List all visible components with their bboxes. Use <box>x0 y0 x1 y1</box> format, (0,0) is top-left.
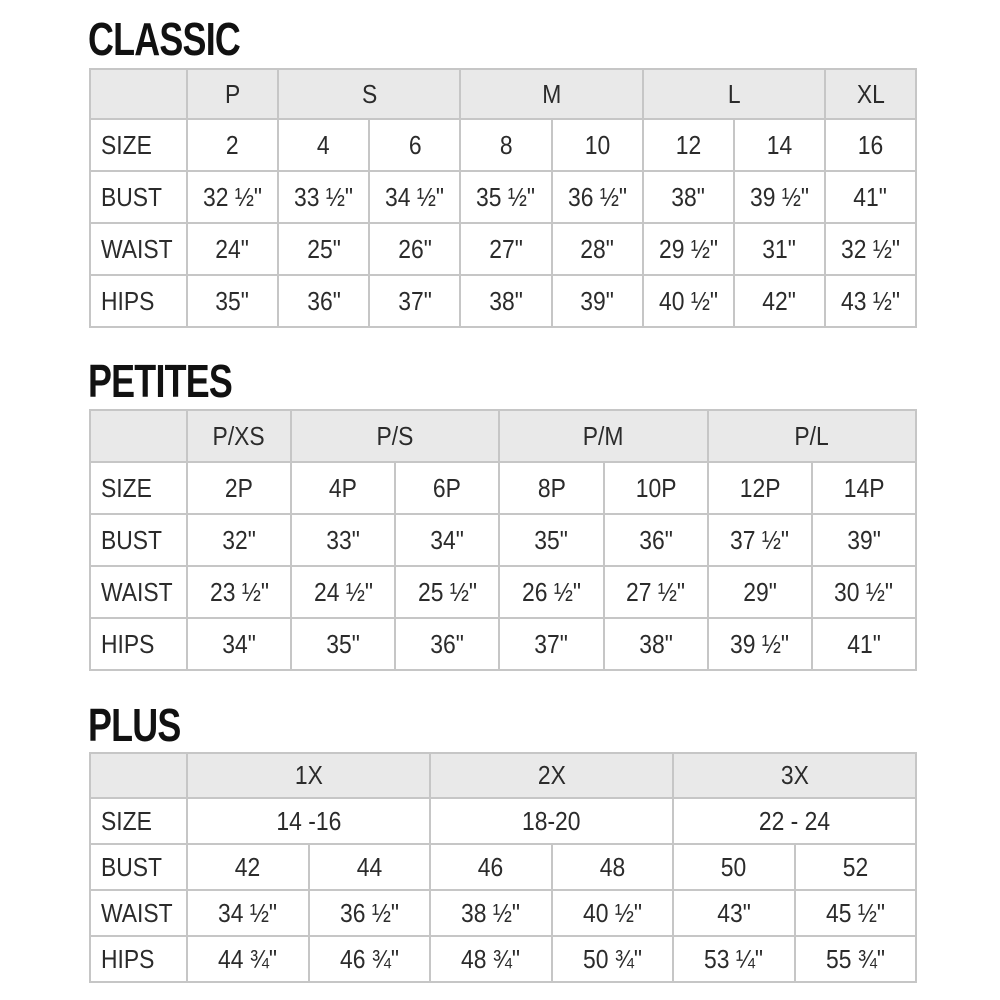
measurement-cell: 10P <box>604 462 708 514</box>
row-label: BUST <box>90 514 187 566</box>
size-group-header: P/M <box>499 410 707 462</box>
measurement-cell: 44 ¾" <box>187 936 309 982</box>
measurement-cell: 34 ½" <box>369 171 460 223</box>
measurement-cell: 46 ¾" <box>309 936 431 982</box>
table-row <box>90 171 916 223</box>
measurement-cell: 4P <box>291 462 395 514</box>
measurement-cell: 29" <box>708 566 812 618</box>
measurement-cell: 28" <box>552 223 643 275</box>
measurement-cell: 43" <box>673 890 795 936</box>
measurement-cell: 29 ½" <box>643 223 734 275</box>
measurement-cell: 48 <box>552 844 674 890</box>
row-label: SIZE <box>90 798 187 844</box>
size-group-header: P <box>187 69 278 119</box>
size-group-header: 1X <box>187 753 430 798</box>
measurement-cell: 35 ½" <box>460 171 551 223</box>
measurement-cell: 25 ½" <box>395 566 499 618</box>
measurement-cell: 4 <box>278 119 369 171</box>
measurement-cell: 44 <box>309 844 431 890</box>
size-group-header: M <box>460 69 642 119</box>
measurement-cell: 36 ½" <box>552 171 643 223</box>
size-group-header: S <box>278 69 460 119</box>
table-row <box>90 514 916 566</box>
row-label: WAIST <box>90 223 187 275</box>
measurement-cell: 55 ¾" <box>795 936 917 982</box>
measurement-cell: 12P <box>708 462 812 514</box>
table-row <box>90 566 916 618</box>
table-row <box>90 936 916 982</box>
size-group-header: P/XS <box>187 410 291 462</box>
section-title-classic: CLASSIC <box>88 13 241 65</box>
measurement-cell: 41" <box>812 618 916 670</box>
measurement-cell: 2P <box>187 462 291 514</box>
measurement-cell: 33 ½" <box>278 171 369 223</box>
measurement-cell: 36 ½" <box>309 890 431 936</box>
measurement-cell: 23 ½" <box>187 566 291 618</box>
table-row <box>90 844 916 890</box>
measurement-cell: 37 ½" <box>708 514 812 566</box>
measurement-cell: 34" <box>395 514 499 566</box>
measurement-cell: 32 ½" <box>187 171 278 223</box>
measurement-cell: 43 ½" <box>825 275 916 327</box>
measurement-cell: 14P <box>812 462 916 514</box>
measurement-cell: 35" <box>499 514 603 566</box>
measurement-cell: 26 ½" <box>499 566 603 618</box>
measurement-cell: 48 ¾" <box>430 936 552 982</box>
table-row <box>90 798 916 844</box>
size-group-header: P/L <box>708 410 916 462</box>
measurement-cell: 14 <box>734 119 825 171</box>
corner-cell <box>90 753 187 798</box>
row-label: WAIST <box>90 890 187 936</box>
section-title-plus: PLUS <box>88 699 181 751</box>
measurement-cell: 27 ½" <box>604 566 708 618</box>
measurement-cell: 38 ½" <box>430 890 552 936</box>
size-group-header-row <box>90 410 916 462</box>
measurement-cell: 10 <box>552 119 643 171</box>
measurement-cell: 40 ½" <box>552 890 674 936</box>
measurement-cell: 32 ½" <box>825 223 916 275</box>
row-label: HIPS <box>90 936 187 982</box>
measurement-cell: 50 ¾" <box>552 936 674 982</box>
measurement-cell: 38" <box>604 618 708 670</box>
measurement-cell: 30 ½" <box>812 566 916 618</box>
measurement-cell: 40 ½" <box>643 275 734 327</box>
measurement-cell: 39" <box>812 514 916 566</box>
size-range-cell: 22 - 24 <box>673 798 916 844</box>
measurement-cell: 33" <box>291 514 395 566</box>
measurement-cell: 36" <box>278 275 369 327</box>
measurement-cell: 2 <box>187 119 278 171</box>
measurement-cell: 27" <box>460 223 551 275</box>
size-group-header: L <box>643 69 825 119</box>
measurement-cell: 50 <box>673 844 795 890</box>
measurement-cell: 52 <box>795 844 917 890</box>
measurement-cell: 6 <box>369 119 460 171</box>
measurement-cell: 24 ½" <box>291 566 395 618</box>
size-range-cell: 14 -16 <box>187 798 430 844</box>
row-label: HIPS <box>90 275 187 327</box>
measurement-cell: 24" <box>187 223 278 275</box>
measurement-cell: 42 <box>187 844 309 890</box>
measurement-cell: 36" <box>604 514 708 566</box>
measurement-cell: 8P <box>499 462 603 514</box>
measurement-cell: 34" <box>187 618 291 670</box>
corner-cell <box>90 69 187 119</box>
measurement-cell: 46 <box>430 844 552 890</box>
measurement-cell: 39 ½" <box>708 618 812 670</box>
classic-size-table <box>89 68 917 328</box>
measurement-cell: 35" <box>187 275 278 327</box>
size-group-header: XL <box>825 69 916 119</box>
measurement-cell: 26" <box>369 223 460 275</box>
table-row <box>90 223 916 275</box>
section-title-petites: PETITES <box>88 355 233 407</box>
measurement-cell: 31" <box>734 223 825 275</box>
measurement-cell: 41" <box>825 171 916 223</box>
row-label: SIZE <box>90 462 187 514</box>
row-label: HIPS <box>90 618 187 670</box>
size-group-header-row <box>90 69 916 119</box>
measurement-cell: 37" <box>499 618 603 670</box>
size-group-header: P/S <box>291 410 499 462</box>
row-label: BUST <box>90 171 187 223</box>
size-group-header-row <box>90 753 916 798</box>
corner-cell <box>90 410 187 462</box>
measurement-cell: 8 <box>460 119 551 171</box>
size-range-cell: 18-20 <box>430 798 673 844</box>
measurement-cell: 25" <box>278 223 369 275</box>
table-row <box>90 119 916 171</box>
row-label: BUST <box>90 844 187 890</box>
table-row <box>90 618 916 670</box>
measurement-cell: 36" <box>395 618 499 670</box>
table-row <box>90 275 916 327</box>
size-group-header: 2X <box>430 753 673 798</box>
measurement-cell: 35" <box>291 618 395 670</box>
plus-size-table <box>89 752 917 983</box>
measurement-cell: 6P <box>395 462 499 514</box>
table-row <box>90 462 916 514</box>
row-label: WAIST <box>90 566 187 618</box>
measurement-cell: 38" <box>460 275 551 327</box>
measurement-cell: 39" <box>552 275 643 327</box>
measurement-cell: 53 ¼" <box>673 936 795 982</box>
measurement-cell: 34 ½" <box>187 890 309 936</box>
measurement-cell: 16 <box>825 119 916 171</box>
table-row <box>90 890 916 936</box>
row-label: SIZE <box>90 119 187 171</box>
measurement-cell: 45 ½" <box>795 890 917 936</box>
measurement-cell: 12 <box>643 119 734 171</box>
measurement-cell: 38" <box>643 171 734 223</box>
measurement-cell: 32" <box>187 514 291 566</box>
size-group-header: 3X <box>673 753 916 798</box>
petites-size-table <box>89 409 917 671</box>
measurement-cell: 42" <box>734 275 825 327</box>
measurement-cell: 39 ½" <box>734 171 825 223</box>
measurement-cell: 37" <box>369 275 460 327</box>
